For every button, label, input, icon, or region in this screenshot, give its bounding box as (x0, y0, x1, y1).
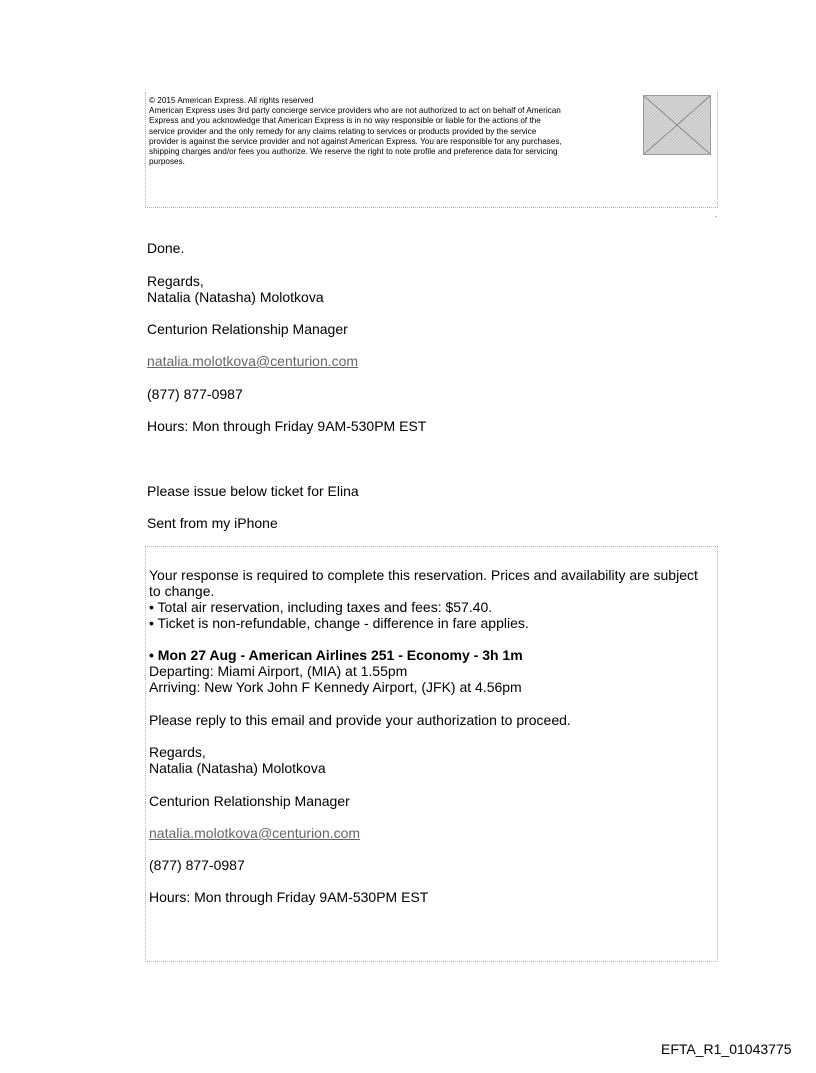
reply-done: Done. (147, 240, 185, 256)
reply-phone: (877) 877-0987 (147, 386, 243, 402)
disclaimer-line: American Express uses 3rd party concierge service providers who are not authorized to act on behalf of American (149, 106, 561, 116)
reservation-intro-cont: to change. (149, 583, 215, 599)
separator-tick: - (715, 214, 718, 221)
reply-hours: Hours: Mon through Friday 9AM-530PM EST (147, 418, 427, 434)
reservation-phone: (877) 877-0987 (149, 857, 245, 873)
reservation-regards: Regards, (149, 744, 206, 760)
reservation-sender-title: Centurion Relationship Manager (149, 793, 350, 809)
reply-regards: Regards, (147, 273, 204, 289)
reservation-total-bullet: • Total air reservation, including taxes and fees: $57.40. (149, 599, 493, 615)
flight-summary: • Mon 27 Aug - American Airlines 251 - Economy - 3h 1m (149, 647, 523, 663)
reservation-sender-name: Natalia (Natasha) Molotkova (149, 760, 326, 776)
reservation-intro: Your response is required to complete this reservation. Prices and availability are subject (149, 567, 698, 583)
request-message: Please issue below ticket for Elina (147, 483, 359, 499)
copyright-text: © 2015 American Express. All rights reserved (149, 96, 314, 105)
document-id: EFTA_R1_01043775 (661, 1041, 792, 1057)
reservation-email-link[interactable]: natalia.molotkova@centurion.com (149, 825, 361, 841)
reservation-refund-bullet: • Ticket is non-refundable, change - difference in fare applies. (149, 615, 529, 631)
reservation-hours: Hours: Mon through Friday 9AM-530PM EST (149, 889, 429, 905)
reply-email-link[interactable]: natalia.molotkova@centurion.com (147, 353, 359, 369)
disclaimer-line: purposes. (149, 157, 185, 167)
flight-arriving: Arriving: New York John F Kennedy Airport, (JFK) at 4.56pm (149, 679, 522, 695)
disclaimer-line: provider is against the service provider and not against American Express. You are responsible for any purchases, (149, 136, 562, 146)
broken-image-icon (643, 95, 711, 155)
disclaimer-line: service provider and the only remedy for any claims relating to services or products provided by the service (149, 126, 537, 136)
legal-footer (149, 96, 639, 167)
reply-prompt: Please reply to this email and provide your authorization to proceed. (149, 712, 571, 728)
reply-sender-name: Natalia (Natasha) Molotkova (147, 289, 324, 305)
request-signature: Sent from my iPhone (147, 515, 278, 531)
disclaimer-line: shipping charges and/or fees you authorize. We reserve the right to note profile and preference data for servicing (149, 147, 558, 157)
reply-sender-title: Centurion Relationship Manager (147, 321, 348, 337)
disclaimer-line: Express and you acknowledge that American Express is in no way responsible or liable for the actions of the (149, 116, 541, 126)
flight-departing: Departing: Miami Airport, (MIA) at 1.55pm (149, 663, 408, 679)
